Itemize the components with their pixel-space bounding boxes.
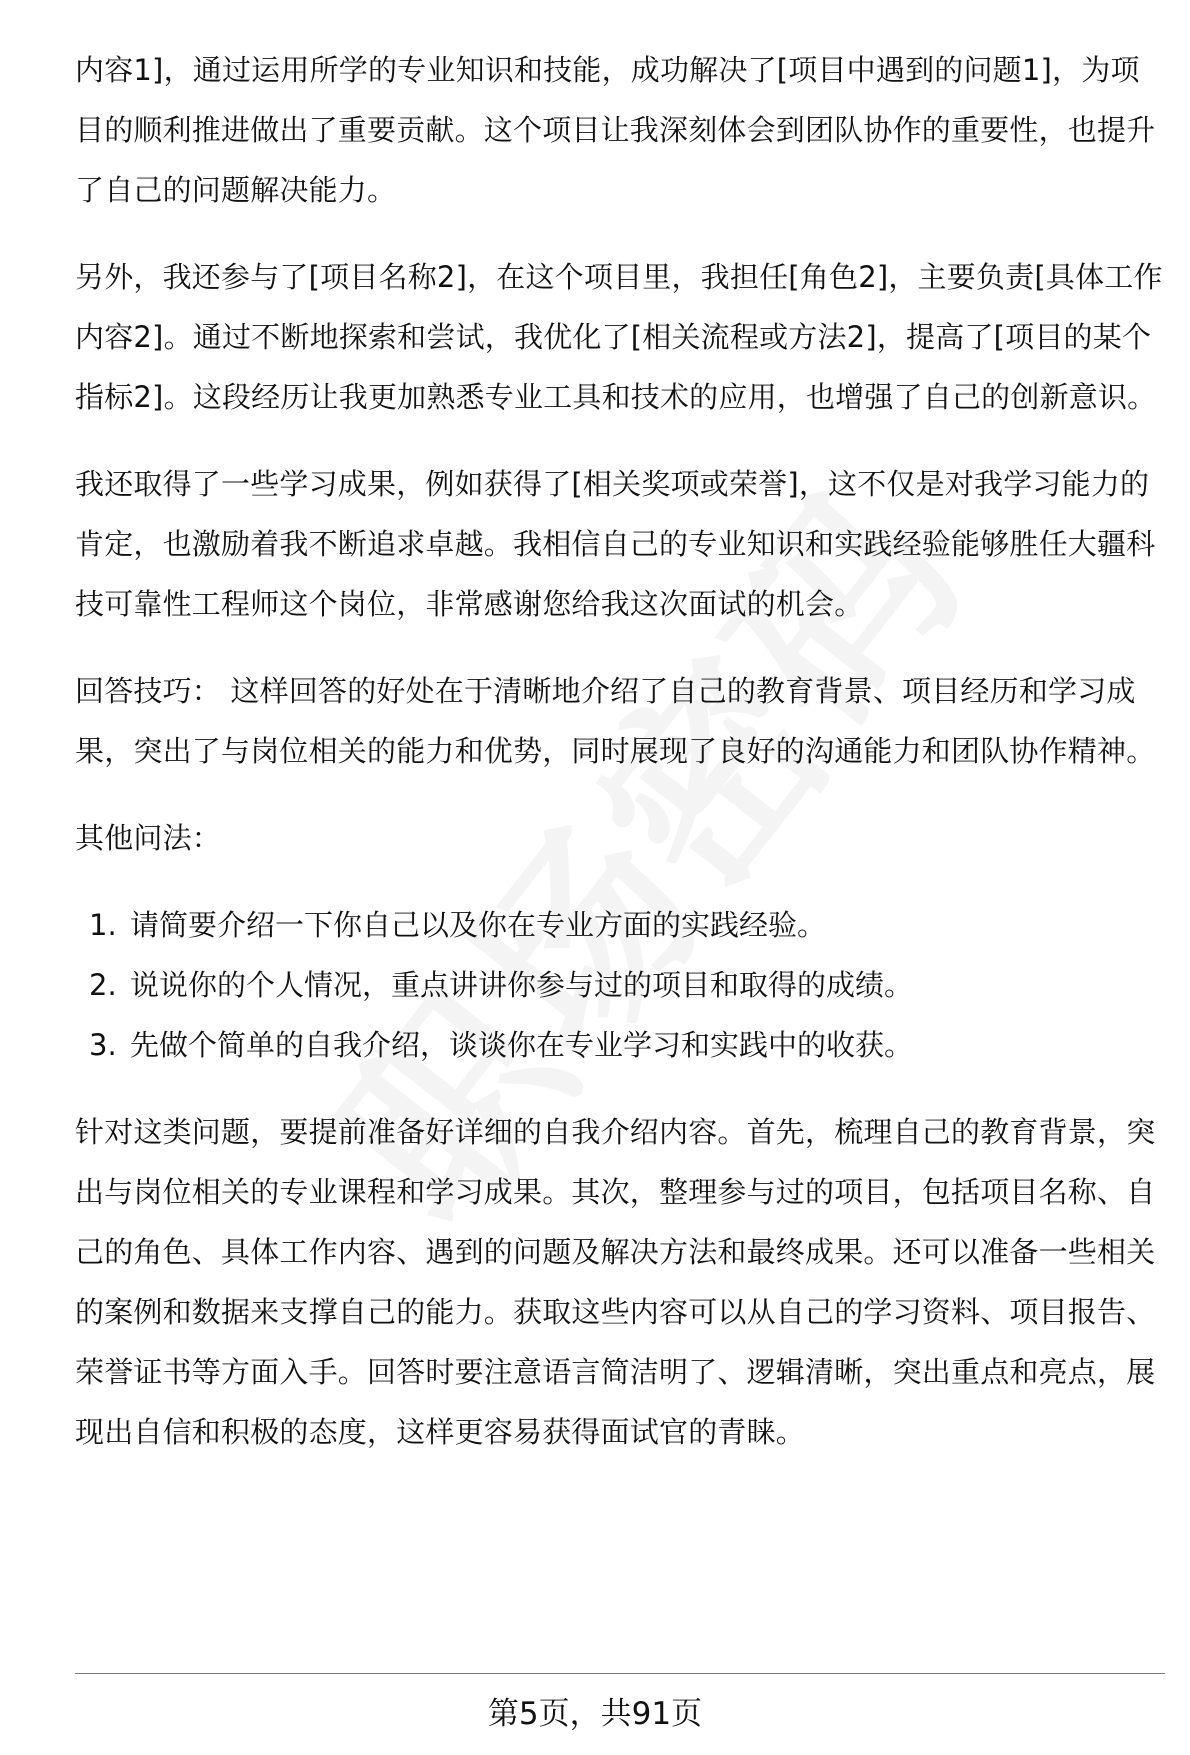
paragraph-answer-tips: 回答技巧： 这样回答的好处在于清晰地介绍了自己的教育背景、项目经历和学习成果，突出了与岗位相关的能力和优势，同时展现了良好的沟通能力和团队协作精神。 (75, 674, 1156, 768)
paragraph-project-1: 内容1]，通过运用所学的专业知识和技能，成功解决了[项目中遇到的问题1]，为项目的顺利推进做出了重要贡献。这个项目让我深刻体会到团队协作的重要性，也提升了自己的问题解决能力。 (75, 53, 1156, 207)
list-item-number: 1. (89, 908, 117, 942)
list-item (75, 895, 1165, 955)
list-item-text: 说说你的个人情况，重点讲讲你参与过的项目和取得的成绩。 (130, 968, 914, 1002)
paragraph-closing-advice: 针对这类问题，要提前准备好详细的自我介绍内容。首先，梳理自己的教育背景，突出与岗位相关的专业课程和学习成果。其次，整理参与过的项目，包括项目名称、自己的角色、具体工作内容、遇到的问题及解决方法和最终成果。还可以准备一些相关的案例和数据来支撑自己的能力。获取这些内容可以从自己的学习资料、项目报告、荣誉证书等方面入手。回答时要注意语言简洁明了、逻辑清晰，突出重点和亮点，展现出自信和积极的态度，这样更容易获得面试官的青睐。 (75, 1115, 1156, 1449)
page-content (75, 40, 1165, 1489)
paragraph-project-2: 另外，我还参与了[项目名称2]，在这个项目里，我担任[角色2]，主要负责[具体工作内容2]。通过不断地探索和尝试，我优化了[相关流程或方法2]，提高了[项目的某个指标2]。这段经历让我更加熟悉专业工具和技术的应用，也增强了自己的创新意识。 (75, 260, 1163, 414)
other-questions-list (75, 895, 1165, 1075)
list-item-text: 先做个简单的自我介绍，谈谈你在专业学习和实践中的收获。 (130, 1028, 914, 1062)
footer-divider (75, 1673, 1165, 1674)
list-item-text: 请简要介绍一下你自己以及你在专业方面的实践经验。 (130, 908, 827, 942)
list-item (75, 1015, 1165, 1075)
list-item-number: 3. (89, 1028, 117, 1062)
page-number: 第5页，共91页 (487, 1696, 703, 1732)
list-item-number: 2. (89, 968, 117, 1002)
paragraph-achievements: 我还取得了一些学习成果，例如获得了[相关奖项或荣誉]，这不仅是对我学习能力的肯定，也激励着我不断追求卓越。我相信自己的专业知识和实践经验能够胜任大疆科技可靠性工程师这个岗位，非常感谢您给我这次面试的机会。 (75, 467, 1156, 621)
list-item (75, 955, 1165, 1015)
other-questions-heading: 其他问法： (75, 821, 222, 855)
